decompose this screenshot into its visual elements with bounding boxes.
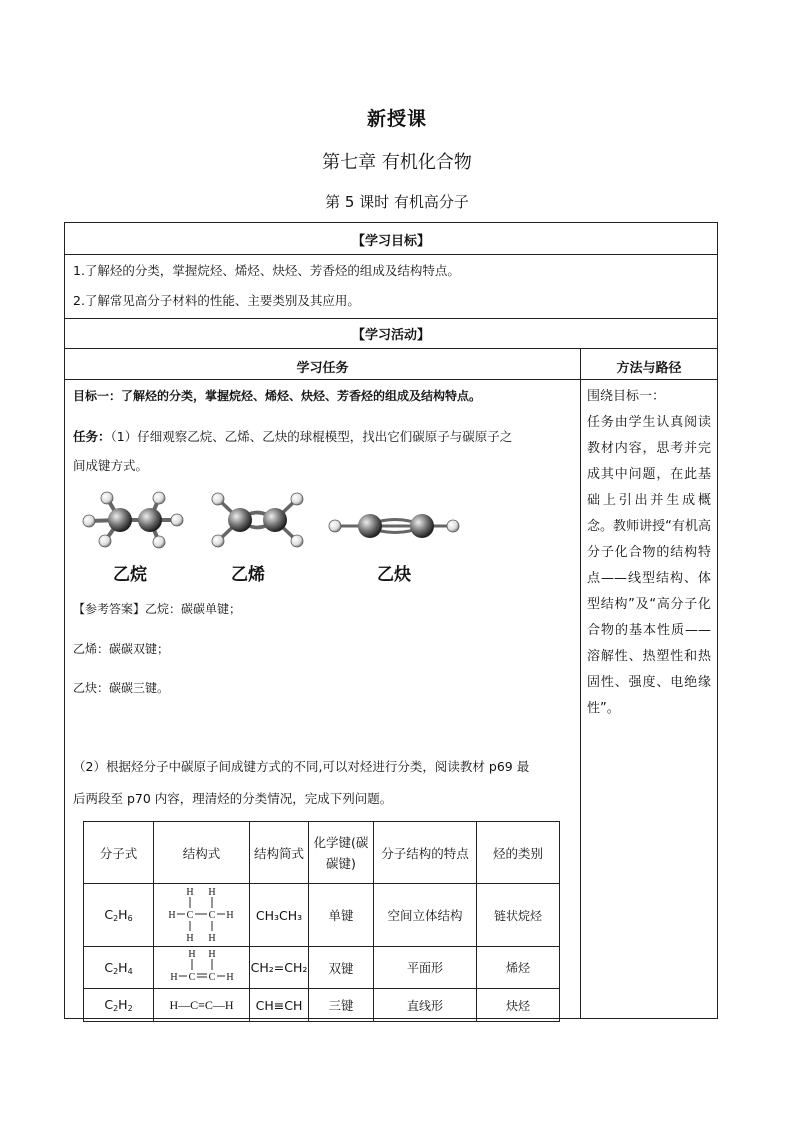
cell-simple: CH₃CH₃: [250, 884, 309, 947]
column-divider: [580, 348, 581, 1019]
method-text: 围绕目标一： 任务由学生认真阅读教材内容，思考并完成其中问题，在此基础上引出并生成概念。教师讲授“有机高分子化合物的结构特点——线型结构、体型结构”及“高分子化合物的基本性质——溶解性、热塑性和热固性、强度、电绝缘性”。: [587, 389, 711, 716]
ethyne-model: [329, 514, 459, 538]
goals-heading: 【学习目标】: [351, 234, 430, 249]
goal-item-1: 1.了解烃的分类，掌握烷烃、烯烃、炔烃、芳香烃的组成及结构特点。: [73, 263, 460, 278]
th-formula: 分子式: [84, 822, 154, 884]
question-2-line2: 后两段至 p70 内容，理清烃的分类情况，完成下列问题。: [73, 791, 393, 806]
cell-simple: CH₂=CH₂: [250, 947, 309, 989]
ethane-structural-formula: [162, 885, 242, 943]
lesson-title: 第 5 课时 有机高分子: [325, 193, 469, 211]
svg-text:C: C: [186, 909, 193, 921]
th-feature: 分子结构的特点: [374, 822, 477, 884]
cell-bond: 三键: [309, 989, 374, 1022]
divider: [65, 254, 717, 255]
svg-text:H: H: [167, 909, 176, 921]
ball-stick-models: [75, 485, 475, 555]
divider: [65, 379, 717, 380]
cell-category: 链状烷烃: [477, 884, 560, 947]
th-structure: 结构式: [154, 822, 250, 884]
svg-text:H: H: [187, 949, 196, 960]
col-method-header: 方法与路径: [616, 361, 682, 376]
answer-line-3: 乙炔：碳碳三键。: [73, 681, 170, 695]
th-simple: 结构简式: [250, 822, 309, 884]
ethene-label: 乙烯: [231, 565, 265, 585]
activities-heading: 【学习活动】: [351, 328, 430, 343]
th-category: 烃的类别: [477, 822, 560, 884]
svg-text:H: H: [207, 949, 216, 960]
ethene-structural-formula: [162, 947, 242, 985]
cell-formula: $C_2H_4$: [84, 947, 154, 989]
goal-item-2: 2.了解常见高分子材料的性能、主要类别及其应用。: [73, 293, 360, 308]
answer-line-1: 【参考答案】乙烷：碳碳单键；: [73, 602, 242, 616]
task-prefix: 任务：: [73, 429, 111, 444]
cell-feature: 空间立体结构: [374, 884, 477, 947]
svg-text:H: H: [225, 909, 234, 921]
divider: [65, 348, 717, 349]
svg-text:C: C: [208, 972, 215, 983]
ethene-model: [212, 493, 303, 547]
cell-simple: CH≡CH: [250, 989, 309, 1022]
cell-structure: H—C≡C—H: [154, 989, 250, 1022]
svg-text:H: H: [207, 932, 216, 943]
objective-one: 目标一：了解烃的分类，掌握烷烃、烯烃、炔烃、芳香烃的组成及结构特点。: [73, 389, 482, 403]
cell-formula: $C_2H_2$: [84, 989, 154, 1022]
table-header-row: [84, 822, 560, 884]
svg-text:H: H: [207, 886, 216, 898]
cell-bond: 单键: [309, 884, 374, 947]
divider: [65, 318, 717, 319]
page-title: 新授课: [366, 108, 427, 130]
cell-category: 炔烃: [477, 989, 560, 1022]
svg-text:H: H: [225, 972, 234, 983]
hydrocarbon-table: [83, 821, 560, 1022]
cell-formula: $C_2H_6$: [84, 884, 154, 947]
table-row: [84, 884, 560, 947]
th-bond: [309, 822, 374, 884]
cell-feature: 直线形: [374, 989, 477, 1022]
cell-bond: 双键: [309, 947, 374, 989]
chapter-title: 第七章 有机化合物: [322, 152, 472, 173]
svg-text:H: H: [185, 932, 194, 943]
col-task-header: 学习任务: [296, 361, 349, 376]
question-1-line2: 间成键方式。: [73, 458, 149, 473]
cell-structure: [154, 947, 250, 989]
ethane-label: 乙烷: [113, 565, 147, 585]
cell-feature: 平面形: [374, 947, 477, 989]
svg-text:H: H: [185, 886, 194, 898]
th-bond-line1: 化学键(碳: [313, 834, 369, 850]
ethane-model: [83, 492, 183, 548]
lesson-table: [64, 222, 718, 1019]
svg-text:C: C: [188, 972, 195, 983]
answer-line-2: 乙烯：碳碳双键；: [73, 642, 170, 656]
cell-category: 烯烃: [477, 947, 560, 989]
table-row: [84, 947, 560, 989]
svg-text:C: C: [208, 909, 215, 921]
question-2-line1: （2）根据烃分子中碳原子间成键方式的不同,可以对烃进行分类，阅读教材 p69 最: [73, 759, 530, 774]
cell-structure: [154, 884, 250, 947]
th-bond-line2: 碳键): [326, 855, 356, 871]
table-row: [84, 989, 560, 1022]
question-1-line1: （1）仔细观察乙烷、乙烯、乙炔的球棍模型，找出它们碳原子与碳原子之: [110, 429, 513, 444]
svg-text:H: H: [169, 972, 178, 983]
ethyne-label: 乙炔: [377, 565, 411, 585]
question-1: [73, 427, 512, 447]
